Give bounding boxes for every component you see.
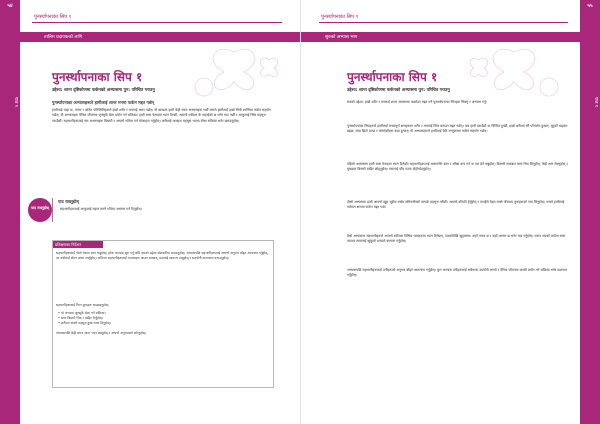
- paragraph-3: दोस्रो अभ्यासमा हामी आफ्नो खुट्टा भुइँमा राखेर जमिनसँगको सम्पर्क महसुस गर्नेछौं। आफ्नो वरिपरि हेर्नुहोस् र तपाईंले देख्न सक्ने पाँचवटा कुराहरूको नाम लिनुहोस्। यसले हामीलाई वर्तमान क्षणमा फर्कन मद्दत गर्छ।: [347, 200, 565, 210]
- remember-text: सहभागीहरूलाई आफूलाई सहज लाग्ने गतिमा अभ्यास गर्न दिनुहोस्।: [60, 207, 142, 211]
- paragraph-5: अभ्यासपछि सहभागीहरूलाई उनीहरूको अनुभव बाँड्न आमन्त्रण गर्नुहोस्। कुन अभ्यास उनीहरूलाई सबैभन्दा उपयोगी लाग्यो र दैनिक जीवनमा कसरी प्रयोग गर्न सकिन्छ भनेर छलफल गर्नुहोस्।: [347, 268, 567, 278]
- left-page-title: पुनर्स्थापनाका सिप १: [52, 70, 143, 84]
- trainer-notes-heading: प्रशिक्षणका निर्देशन: [53, 241, 103, 248]
- left-side-strip: [0, 0, 20, 424]
- left-section-band: तालिम प्रदायकको लागि: [20, 32, 300, 42]
- session-aim: सत्रको उद्देश्य: हाम्रो शरीर र मनलाई शान्त अवस्थामा फर्काउन मद्दत गर्ने पुनर्स्थापनाका सिपहरू सिक्नु र अभ्यास गर्नु।: [347, 100, 487, 104]
- trainer-notes-box: [52, 240, 274, 388]
- left-running-head: पुनर्स्थापनाका सिप १: [34, 14, 72, 20]
- trainer-notes-intro: सहभागीहरूलाई निम्न कुराहरू सम्झाउनुहोस्:: [56, 303, 110, 307]
- butterfly-decoration-icon: [174, 42, 294, 106]
- right-running-head: पुनर्स्थापनाका सिप १: [321, 14, 359, 20]
- trainer-notes-text: सहभागीहरूलाई गोलो घेरामा बस्न भन्नुहोस्। हरेक अभ्यास सुरु गर्नु अघि यसको उद्देश्य छोटकरीमा बताउनुहोस्। अभ्यासपछि सहभागीहरूलाई आफ्नो अनुभव बाँड्न आमन्त्रण गर्नुहोस्, तर कसैलाई बोल्न बाध्य नगर्नुहोस्। कतिपय सहभागीहरूलाई भावनाहरू आउन सक्छन्; यसलाई सामान्य मान्नुहोस् र सहयोगी वातावरण बनाउनुहोस्।: [56, 251, 269, 260]
- right-section-band: सुरुको अभ्यास भाग: [301, 32, 580, 42]
- remember-divider: [52, 198, 53, 222]
- paragraph-4: तेस्रो अभ्यासमा सहभागीहरूले आफ्नो शरीरका विभिन्न भागहरूमा ध्यान दिनेछन्, टाउकोदेखि खुट्टासम्म। कहाँ तनाव छ र कहाँ आराम छ भनेर याद गर्नुहोस्। तनाव भएको ठाउँमा सास पठाएर त्यसलाई खुकुलो बनाउने कल्पना गर्नुहोस्।: [347, 234, 566, 244]
- right-page-subtitle: उद्देश्य: शान्त दृष्टिकोणमा फर्कनको अभ्यासमा पुन: परिचित गराउनु: [347, 88, 450, 93]
- left-page-subtitle: उद्देश्य: शान्त दृष्टिकोणमा फर्कनको अभ्यासमा पुन: परिचित गराउनु: [52, 88, 155, 93]
- remember-heading: याद राख्नुहोस्: [58, 199, 79, 204]
- trainer-notes-list: [58, 311, 268, 326]
- butterfly-decoration-icon: [454, 42, 574, 106]
- remember-badge: याद राख्नुहोस्: [28, 198, 52, 222]
- paragraph-2: पहिलो अभ्यासमा हामी सास फेराइमा ध्यान दिनेछौं। सहभागीहरूलाई आरामसँग बस्न र आँखा बन्द गर्न वा तल हेर्न भन्नुहोस्। बिस्तारै नाकबाट सास भित्र लिनुहोस्, केही क्षण रोक्नुहोस् र मुखबाट बिस्तारै बाहिर छोड्नुहोस्। यसलाई पाँच पटक दोहोर्याउनुहोस्।: [347, 162, 568, 172]
- left-side-label: पाठ १: [13, 96, 18, 108]
- left-page-number: ५४: [7, 3, 13, 9]
- right-page-title: पुनर्स्थापनाका सिप १: [347, 70, 438, 84]
- paragraph-1: पुनर्स्थापनाका सिपहरूले हामीलाई तनावपूर्ण क्षणहरूमा शरीर र मनलाई स्थिर बनाउन मद्दत गर्छन्। जब हामी डराउँछौं वा चिन्तित हुन्छौं, हाम्रो शरीरमा धेरै परिवर्तन हुन्छन्: मुटुको धड्कन बढ्छ, सास छिटो चल्छ र मांसपेशीहरू कडा हुन्छन्। यी अभ्यासहरूले हामीलाई फेरि सन्तुलनमा फर्कन सहयोग गर्छन्।: [347, 124, 568, 134]
- right-runhead-divider: [319, 22, 568, 23]
- right-page: [300, 0, 600, 424]
- intro-heading: पुनर्स्थापनाका अभ्यासहरूले हामीलाई शान्त मनमा फर्कन मद्दत गर्छन्: [52, 100, 155, 105]
- list-item: • शरीरमा कस्तो महसुस हुन्छ ध्यान दिनुहोस्।: [58, 321, 268, 326]
- left-runhead-divider: [32, 22, 282, 23]
- right-side-strip: [580, 0, 600, 424]
- trainer-notes-closing: अभ्यासपछि केही समय शान्त भएर बस्नुहोस् र आफ्नो अनुभवबारे सोच्नुहोस्।: [56, 331, 147, 335]
- intro-paragraph: हामीलाई थाहा छ, तनाव र कठिन परिस्थितिहरूले हाम्रो शरीर र मनलाई असर गर्छन्। यो खण्डमा हामी केही सरल अभ्यासहरू गर्छौं जसले हामीलाई हाम्रो भित्री शान्तिमा फर्कन सहयोग गर्छन्। यी अभ्यासहरू दैनिक जीवनमा जुनसुकै बेला प्रयोग गर्न सकिन्छ। हामी सास फेराइमा ध्यान दिन्छौं, आफ्नो शरीरमा के भइरहेको छ भनेर याद गर्छौं र आफूलाई स्थिर महसुस गराउँछौं। सहभागीहरूलाई यस अभ्यासहरू बिस्तारै र आफ्नो गतिमा गर्न प्रोत्साहन गर्नुहोस्। कसैलाई असहज महसुस भएमा रोक्न सकिन्छ भनेर बताउनुहोस्।: [52, 108, 271, 123]
- right-page-number: ५५: [587, 3, 593, 9]
- list-item: • सास बिस्तारै भित्र र बाहिर फेर्नुहोस्।: [58, 316, 268, 321]
- right-side-label: पाठ १: [593, 96, 598, 108]
- list-item: • यो अभ्यास जुनसुकै बेला गर्न सकिन्छ।: [58, 311, 268, 316]
